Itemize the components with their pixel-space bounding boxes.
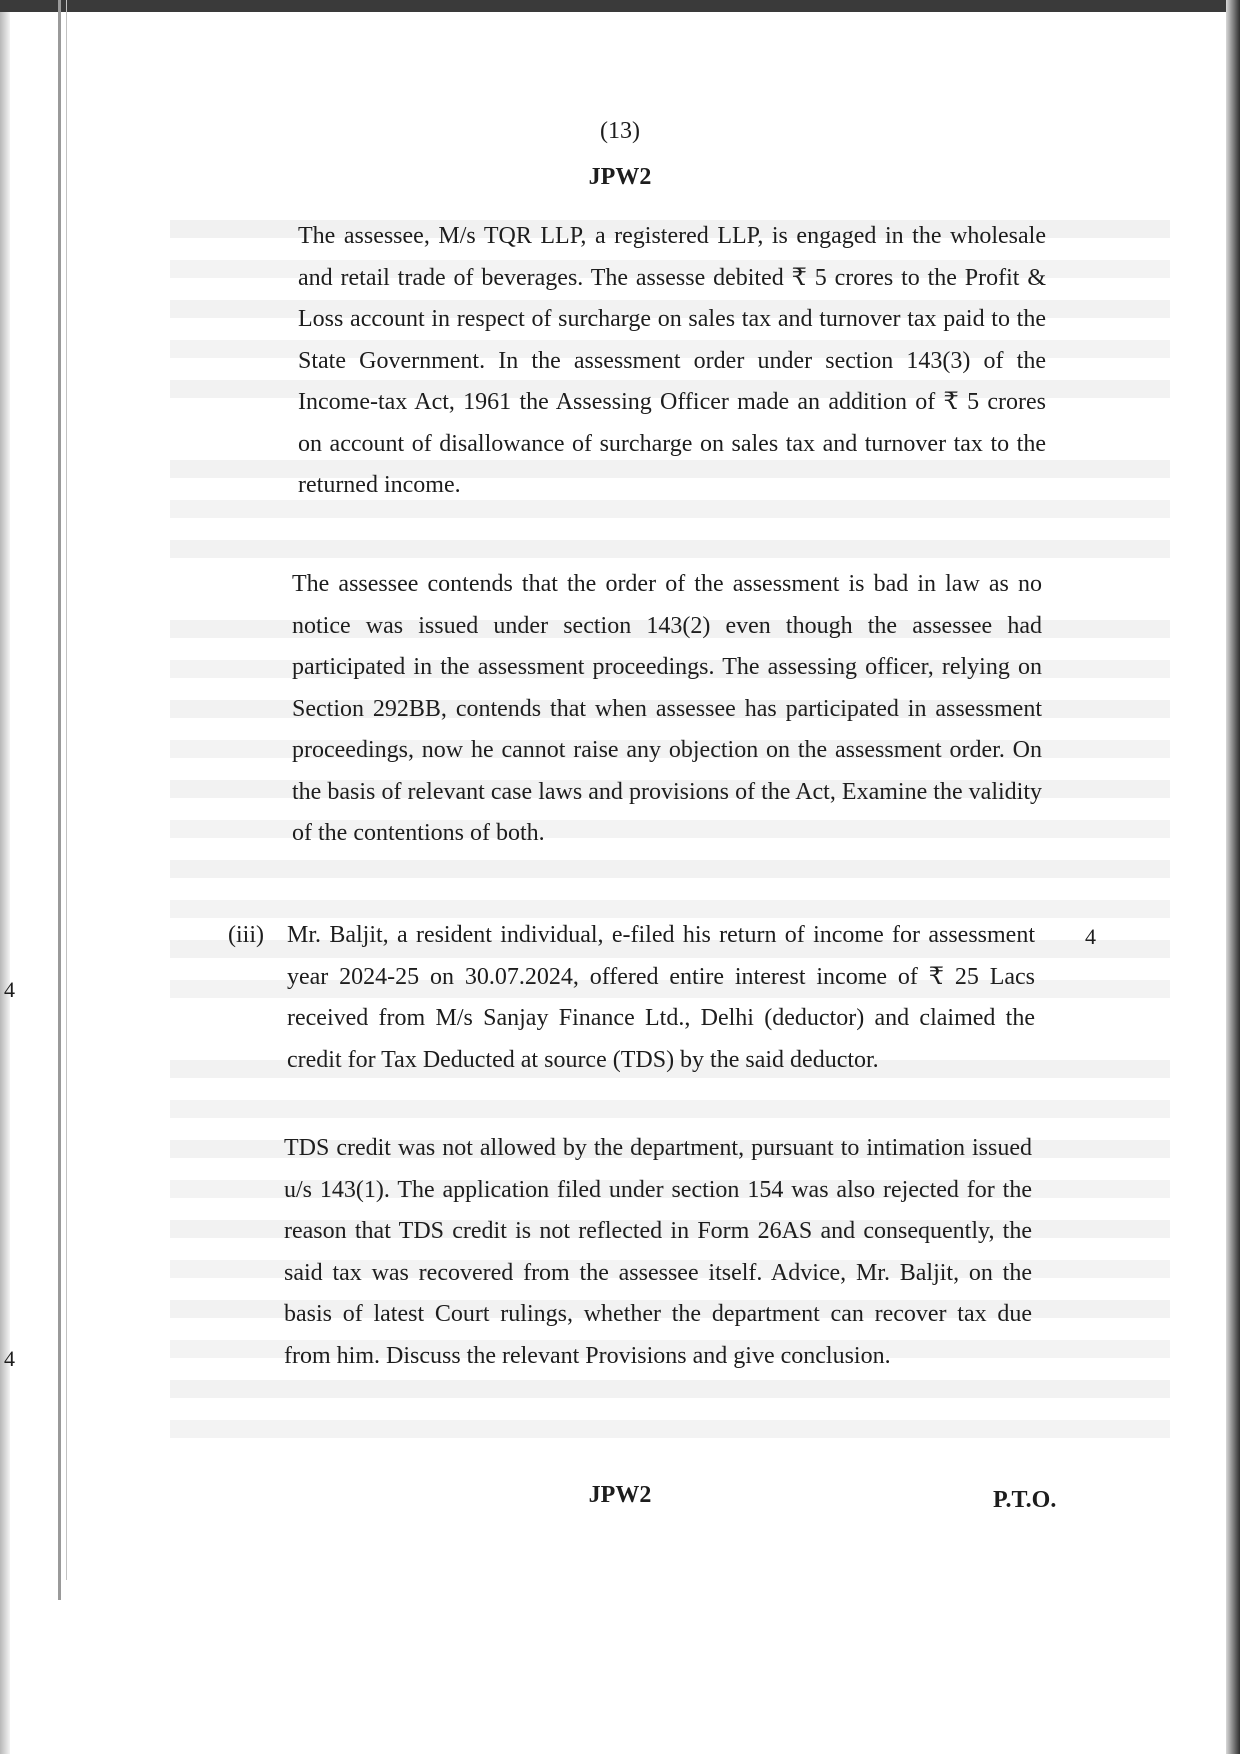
margin-mark-upper: 4 bbox=[4, 977, 15, 1002]
paper-code-footer: JPW2 bbox=[588, 1482, 652, 1508]
page-number: (13) bbox=[600, 118, 640, 144]
binding-line bbox=[58, 0, 61, 1600]
question-ii-paragraph-1: The assessee, M/s TQR LLP, a registered LLP, is engaged in the wholesale and retail trade of beverages. The assesse debited ₹ 5 crores to the Profit & Loss account in respect of surcharge on sales tax and turnover tax paid to the State Government. In the assessment order under section 143(3) of the Income-tax Act, 1961 the Assessing Officer made an addition of ₹ 5 crores on account of disallowance of surcharge on sales tax and turnover tax to the returned income. bbox=[298, 223, 1046, 498]
question-iii-paragraph-1: Mr. Baljit, a resident individual, e-filed his return of income for assessment year 2024-25 on 30.07.2024, offered entire interest income of ₹ 25 Lacs received from M/s Sanjay Finance Ltd., Delhi (deductor) and claimed the credit for Tax Deducted at source (TDS) by the said deductor. bbox=[287, 922, 1035, 1073]
question-iii-paragraph-2: TDS credit was not allowed by the department, pursuant to intimation issued u/s 143(1). The application filed under section 154 was also rejected for the reason that TDS credit is not reflected in Form 26AS and consequently, the said tax was recovered from the assessee itself. Advice, Mr. Baljit, on the basis of latest Court rulings, whether the department can recover tax due from him. Discuss the relevant Provisions and give conclusion. bbox=[284, 1135, 1032, 1369]
binding-line-inner bbox=[66, 0, 67, 1580]
paper-code-header: JPW2 bbox=[588, 164, 652, 190]
scan-top-shadow bbox=[0, 0, 1240, 12]
question-iii-marks: 4 bbox=[1085, 924, 1096, 949]
pto-label: P.T.O. bbox=[993, 1487, 1057, 1513]
question-iii-label: (iii) bbox=[228, 922, 264, 948]
question-ii-paragraph-2: The assessee contends that the order of the assessment is bad in law as no notice was issued under section 143(2) even though the assessee had participated in the assessment proceedings. The assessing officer, relying on Section 292BB, contends that when assessee has participated in assessment proceedings, now he cannot raise any objection on the assessment order. On the basis of relevant case laws and provisions of the Act, Examine the validity of the contentions of both. bbox=[292, 571, 1042, 846]
margin-mark-lower: 4 bbox=[4, 1346, 15, 1371]
